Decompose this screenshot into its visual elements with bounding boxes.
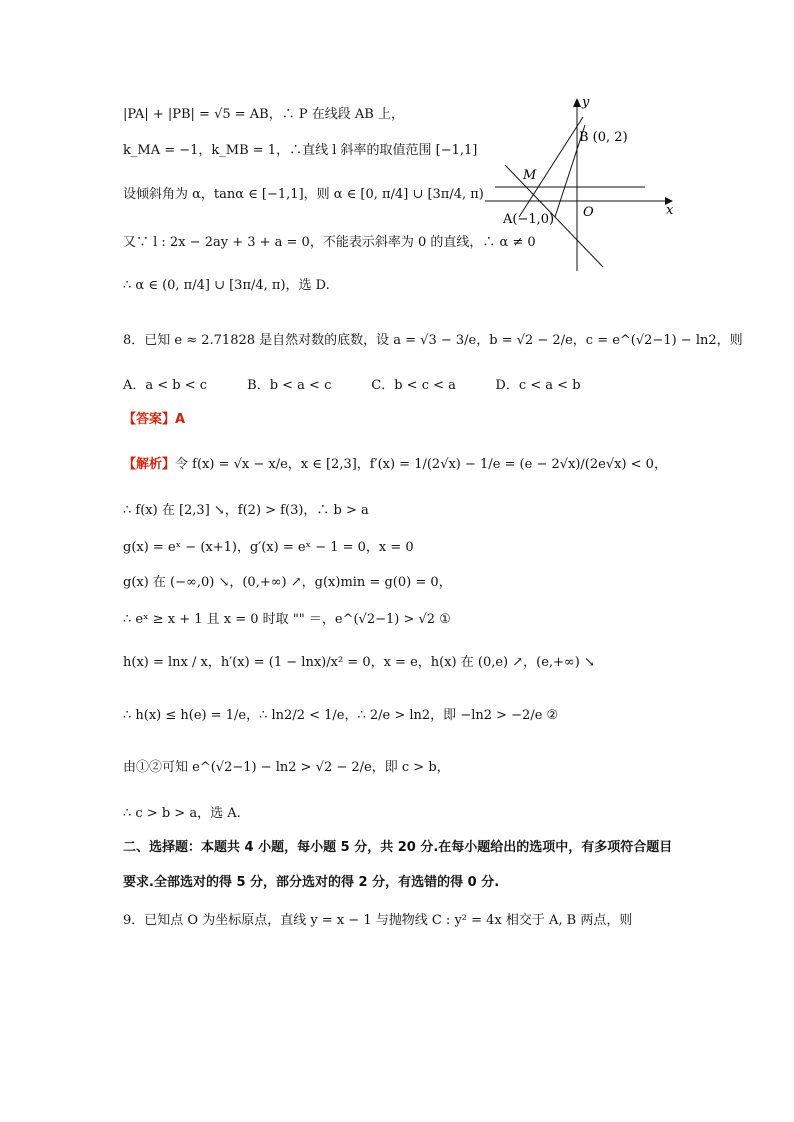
text-line: g(x) 在 (−∞,0) ↘，(0,+∞) ↗，g(x)min = g(0) = 0，: [123, 575, 452, 590]
question-8: 8．已知 e ≈ 2.71828 是自然对数的底数，设 a = √3 − 3/e，b = √2 − 2/e，c = e^(√2−1) − ln2，则: [123, 333, 743, 348]
text-line: |PA| + |PB| = √5 = AB，∴ P 在线段 AB 上，: [123, 107, 404, 122]
question-9: 9．已知点 O 为坐标原点，直线 y = x − 1 与抛物线 C : y² = 4x 相交于 A, B 两点，则: [123, 913, 633, 928]
line-through-A-B: [519, 117, 583, 217]
text-line: ∴ f(x) 在 [2,3] ↘，f(2) > f(3)，∴ b > a: [123, 503, 369, 518]
option-b: B．b < a < c: [247, 378, 332, 393]
option-c: C．b < c < a: [371, 378, 456, 393]
point-a-label: A(−1,0): [503, 212, 555, 227]
x-axis-label: x: [666, 203, 674, 218]
text-line: 由①②可知 e^(√2−1) − ln2 > √2 − 2/e，即 c > b，: [123, 760, 450, 775]
section-heading: 要求.全部选对的得 5 分，部分选对的得 2 分，有选错的得 0 分.: [123, 875, 500, 890]
text-line: ∴ h(x) ≤ h(e) = 1/e，∴ ln2/2 < 1/e，∴ 2/e > ln2，即 −ln2 > −2/e ②: [123, 708, 559, 723]
text-line: ∴ α ∈ (0, π/4] ∪ [3π/4, π)，选 D.: [123, 278, 330, 293]
text-line: g(x) = eˣ − (x+1)，g′(x) = eˣ − 1 = 0，x = 0: [123, 540, 414, 555]
text-line: ∴ c > b > a，选 A.: [123, 806, 241, 821]
text-line: k_MA = −1，k_MB = 1，∴直线 l 斜率的取值范围 [−1,1]: [123, 143, 478, 158]
option-a: A．a < b < c: [123, 378, 208, 393]
y-axis-arrow-icon: [573, 98, 581, 107]
option-d: D．c < a < b: [495, 378, 581, 393]
origin-label: O: [583, 205, 594, 220]
analysis-label: 【解析】: [123, 457, 176, 472]
answer-label: 【答案】A: [123, 412, 186, 427]
analysis-line: [123, 457, 667, 473]
options-row: [123, 378, 615, 394]
text-line: h(x) = lnx / x，h′(x) = (1 − lnx)/x² = 0，x = e，h(x) 在 (0,e) ↗，(e,+∞) ↘: [123, 655, 595, 670]
coordinate-figure: [485, 95, 685, 273]
y-axis-label: y: [582, 95, 590, 110]
text-line: ∴ eˣ ≥ x + 1 且 x = 0 时取 "" ＝，e^(√2−1) > √2 ①: [123, 612, 451, 627]
point-b-label: B (0, 2): [579, 130, 628, 145]
text-line: 设倾斜角为 α，tanα ∈ [−1,1]，则 α ∈ [0, π/4] ∪ [3π/4, π): [123, 187, 484, 202]
text-line: 令 f(x) = √x − x/e，x ∈ [2,3]，f′(x) = 1/(2√x) − 1/e = (e − 2√x)/(2e√x) < 0，: [175, 457, 667, 472]
point-m-label: M: [523, 168, 537, 183]
section-heading: 二、选择题：本题共 4 小题，每小题 5 分，共 20 分.在每小题给出的选项中，有多项符合题目: [123, 840, 673, 855]
text-line: 又∵ l : 2x − 2ay + 3 + a = 0，不能表示斜率为 0 的直线，∴ α ≠ 0: [123, 235, 536, 250]
